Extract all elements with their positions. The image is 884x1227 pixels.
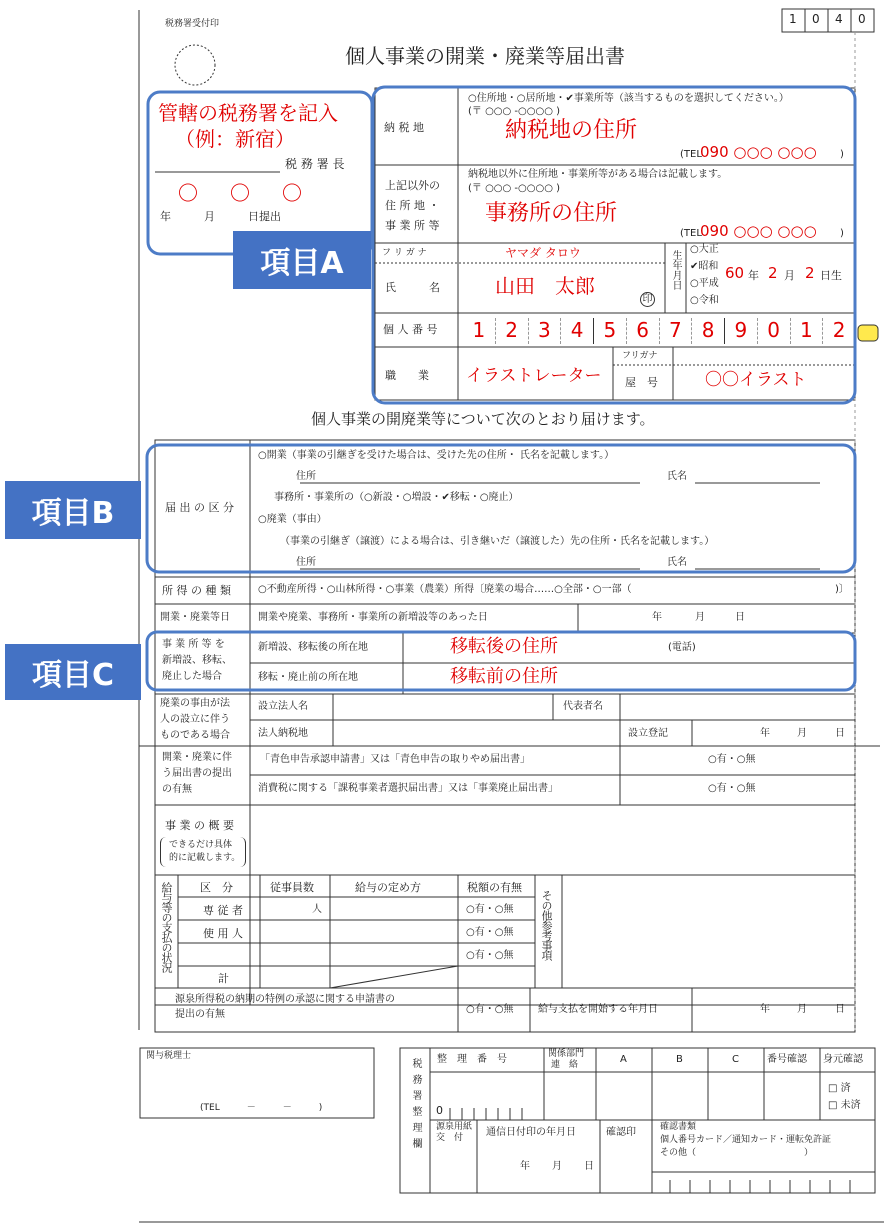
tax-place-options: ○住所地・○居所地・✔事業所等（該当するものを選択してください。） — [468, 93, 789, 104]
income-label: 所 得 の 種 類 — [162, 584, 231, 597]
my-number-digit: 5 — [594, 318, 627, 344]
payroll-row-total: 計 — [218, 972, 229, 985]
payroll-row-employee-yn: ○有・○無 — [466, 927, 514, 938]
payroll-row-employee: 使 用 人 — [203, 927, 243, 940]
office-move-row2-label: 移転・廃止前の所在地 — [258, 672, 358, 683]
seal-mark: 印 — [640, 292, 655, 307]
birth-era-reiwa: ○令和 — [690, 295, 719, 306]
office-date-circles: 〇 〇 〇 — [178, 181, 308, 205]
payroll-row-3-yn: ○有・○無 — [466, 950, 514, 961]
open-date-label: 開業・廃業等日 — [160, 612, 230, 623]
office-use-month: 月 — [552, 1161, 562, 1172]
my-number-digit: 4 — [561, 318, 594, 344]
withholding-month: 月 — [797, 1004, 807, 1015]
accountant-tel: (TEL － － ) — [200, 1103, 323, 1113]
tag-b: 項目B — [5, 481, 141, 539]
tag-a: 項目A — [233, 231, 371, 289]
office-note-line1: 管轄の税務署を記入 — [158, 101, 338, 125]
name-label: 氏 名 — [385, 281, 440, 294]
birth-label: 生年月日 — [670, 250, 681, 290]
furigana-value: ヤマダ タロウ — [505, 246, 581, 260]
office-move-row1-value: 移転後の住所 — [450, 636, 558, 657]
job-label: 職 業 — [385, 369, 429, 382]
tax-place-tel-close: ) — [840, 149, 844, 160]
office-use-doc-line1: 個人番号カード／通知カード・運転免許証 — [660, 1135, 832, 1145]
birth-day: 2 — [805, 264, 815, 282]
my-number-digit: 7 — [660, 318, 693, 344]
office-use-id-check: 身元確認 — [823, 1054, 863, 1065]
other-place-tel-label: (TEL — [680, 228, 702, 239]
doc-digit: 1 — [789, 12, 797, 26]
withholding-year: 年 — [760, 1004, 770, 1015]
office-move-label-3: 廃止した場合 — [162, 671, 222, 682]
tax-place-postal: (〒 ○○○ -○○○○ ) — [468, 106, 561, 117]
office-move-label-1: 事 業 所 等 を — [162, 639, 225, 650]
birth-era-heisei: ○平成 — [690, 278, 719, 289]
tax-place-tel: 090 ○○○ ○○○ — [700, 143, 817, 161]
office-use-kankei: 関係部門 — [548, 1049, 585, 1059]
office-chief-suffix: 税 務 署 長 — [285, 157, 345, 171]
office-use-renraku: 連 絡 — [551, 1060, 579, 1070]
tax-place-label: 納 税 地 — [384, 121, 424, 134]
job-value: イラストレーター — [466, 366, 602, 386]
other-place-label-1: 上記以外の — [385, 179, 440, 192]
withholding-label-1: 源泉所得税の納期の特例の承認に関する申請書の — [175, 994, 395, 1005]
office-use-zero: 0 — [436, 1104, 443, 1117]
corp-founder-label: 設立法人名 — [258, 701, 308, 712]
tax-place-tel-label: (TEL — [680, 149, 702, 160]
shop-value: 〇〇イラスト — [705, 370, 807, 390]
accountant-label: 関与税理士 — [146, 1051, 192, 1061]
income-close: )〕 — [835, 584, 849, 595]
forms-row1: 「青色申告承認申請書」又は「青色申告の取りやめ届出書」 — [260, 754, 530, 765]
office-use-doc-line2: その他（ ） — [660, 1148, 814, 1158]
corp-label-3: ものである場合 — [160, 730, 230, 741]
my-number-digit: 0 — [758, 318, 791, 344]
birth-day-unit: 日生 — [820, 269, 842, 282]
income-value: ○不動産所得・○山林所得・○事業（農業）所得〔廃業の場合……○全部・○一部（ — [258, 584, 632, 595]
office-date-suffix: 年 月 日提出 — [160, 210, 281, 223]
office-move-label-2: 新増設、移転、 — [162, 655, 232, 666]
payroll-row-family-yn: ○有・○無 — [466, 904, 514, 915]
summary-note-2: 的に記載します。 — [169, 853, 241, 863]
other-place-note: 納税地以外に住所地・事業所等がある場合は記載します。 — [468, 169, 728, 180]
corp-label-2: 人の設立に伴う — [160, 714, 230, 725]
my-number-digit: 6 — [627, 318, 660, 344]
shop-label: 屋 号 — [625, 376, 658, 389]
corp-rep-label: 代表者名 — [563, 701, 603, 712]
my-number-digits — [463, 318, 855, 344]
forms-row2-yn: ○有・○無 — [708, 783, 756, 794]
category-name-label-2: 氏名 — [667, 557, 687, 568]
corp-reg-month: 月 — [797, 728, 807, 739]
my-number-digit: 1 — [463, 318, 496, 344]
payroll-h-count: 従事員数 — [270, 881, 314, 894]
office-use-side: 税務署整理欄 — [410, 1058, 421, 1154]
office-use-check-seal: 確認印 — [606, 1127, 636, 1138]
birth-month: 2 — [768, 264, 778, 282]
forms-label-2: う届出書の提出 — [162, 768, 232, 779]
my-number-digit: 2 — [496, 318, 529, 344]
my-number-digit: 9 — [725, 318, 758, 344]
doc-digit: 0 — [858, 12, 866, 26]
other-place-label-3: 事 業 所 等 — [385, 219, 440, 232]
category-label: 届 出 の 区 分 — [165, 501, 234, 514]
forms-label-3: の有無 — [162, 784, 192, 795]
office-use-gensen-2: 交 付 — [436, 1133, 464, 1143]
office-use-a: A — [620, 1054, 627, 1065]
forms-row2: 消費税に関する「課税事業者選択届出書」又は「事業廃止届出書」 — [258, 783, 558, 794]
doc-digit: 0 — [812, 12, 820, 26]
birth-year-unit: 年 — [748, 269, 759, 282]
shop-furigana-label: フリガナ — [622, 351, 658, 361]
payroll-other-label: その他参考事項 — [540, 890, 553, 960]
category-line4: （事業の引継ぎ（譲渡）による場合は、引き継いだ（譲渡した）先の住所・氏名を記載します。） — [280, 536, 715, 547]
payroll-h-category: 区 分 — [200, 881, 233, 894]
my-number-digit: 2 — [832, 318, 846, 342]
office-use-gensen-1: 源泉用紙 — [436, 1122, 473, 1132]
furigana-label: フ リ ガ ナ — [382, 248, 427, 258]
payroll-row-family-unit: 人 — [312, 904, 322, 915]
open-date-year: 年 — [652, 612, 662, 623]
other-place-value: 事務所の住所 — [485, 201, 618, 226]
tax-place-value: 納税地の住所 — [505, 118, 638, 143]
summary-label: 事 業 の 概 要 — [165, 819, 234, 832]
intro-text: 個人事業の開廃業等について次のとおり届けます。 — [311, 410, 655, 428]
open-date-value: 開業や廃業、事務所・事業所の新増設等のあった日 — [258, 612, 488, 623]
payroll-h-tax: 税額の有無 — [467, 881, 522, 894]
my-number-digit: 3 — [529, 318, 562, 344]
category-line2: 事務所・事業所の（○新設・○増設・✔移転・○廃止） — [274, 492, 519, 503]
office-use-day: 日 — [584, 1161, 594, 1172]
other-place-tel-close: ) — [840, 228, 844, 239]
open-date-day: 日 — [735, 612, 745, 623]
name-value: 山田 太郎 — [495, 274, 595, 298]
category-addr-label-2: 住所 — [296, 557, 316, 568]
category-addr-label: 住所 — [296, 471, 316, 482]
withholding-day: 日 — [835, 1004, 845, 1015]
office-use-seiri: 整 理 番 号 — [437, 1054, 507, 1065]
summary-note-1: できるだけ具体 — [169, 840, 233, 850]
birth-era-showa: ✔昭和 — [690, 261, 719, 272]
page-title: 個人事業の開業・廃業等届出書 — [345, 44, 625, 68]
withholding-start-label: 給与支払を開始する年月日 — [538, 1004, 658, 1015]
office-move-row2-value: 移転前の住所 — [450, 666, 558, 687]
other-place-tel: 090 ○○○ ○○○ — [700, 222, 817, 240]
doc-digit: 4 — [835, 12, 843, 26]
birth-month-unit: 月 — [784, 269, 795, 282]
office-use-undone: □ 未済 — [828, 1100, 861, 1111]
corp-tax-label: 法人納税地 — [258, 728, 308, 739]
category-line3: ○廃業（事由） — [258, 514, 327, 525]
tag-c: 項目C — [5, 644, 141, 700]
forms-row1-yn: ○有・○無 — [708, 754, 756, 765]
office-move-row1-label: 新増設、移転後の所在地 — [258, 642, 368, 653]
corp-reg-label: 設立登記 — [628, 728, 668, 739]
birth-era-taisho: ○大正 — [690, 244, 719, 255]
my-number-digit: 8 — [692, 318, 725, 344]
office-use-doc-title: 確認書類 — [660, 1122, 697, 1132]
withholding-yn: ○有・○無 — [466, 1004, 514, 1015]
payroll-side-label: 給与等の支払の状況 — [160, 882, 173, 972]
category-name-label: 氏名 — [667, 471, 687, 482]
other-place-postal: (〒 ○○○ -○○○○ ) — [468, 183, 561, 194]
stamp-label: 税務署受付印 — [165, 19, 220, 29]
forms-label-1: 開業・廃業に伴 — [162, 752, 232, 763]
open-date-month: 月 — [695, 612, 705, 623]
birth-year: 60 — [725, 264, 745, 282]
office-use-num-check: 番号確認 — [767, 1054, 807, 1065]
office-use-c: C — [732, 1054, 739, 1065]
withholding-label-2: 提出の有無 — [175, 1009, 225, 1020]
office-note-line2: （例：新宿） — [175, 127, 295, 151]
my-number-digit: 1 — [791, 318, 824, 344]
other-place-label-2: 住 所 地 ・ — [385, 199, 440, 212]
summary-note-box — [160, 837, 246, 867]
corp-label-1: 廃業の事由が法 — [160, 698, 230, 709]
office-use-done: □ 済 — [828, 1083, 851, 1094]
corp-reg-day: 日 — [835, 728, 845, 739]
payroll-row-family: 専 従 者 — [203, 904, 243, 917]
corp-reg-year: 年 — [760, 728, 770, 739]
category-line1: ○開業（事業の引継ぎを受けた場合は、受けた先の住所・ 氏名を記載します。） — [258, 450, 615, 461]
payroll-h-method: 給与の定め方 — [355, 881, 421, 894]
office-use-b: B — [676, 1054, 683, 1065]
office-use-tsushin: 通信日付印の年月日 — [486, 1127, 576, 1138]
office-use-year: 年 — [520, 1161, 530, 1172]
my-number-label: 個 人 番 号 — [383, 323, 438, 336]
office-move-row1-tel: (電話) — [668, 642, 696, 653]
